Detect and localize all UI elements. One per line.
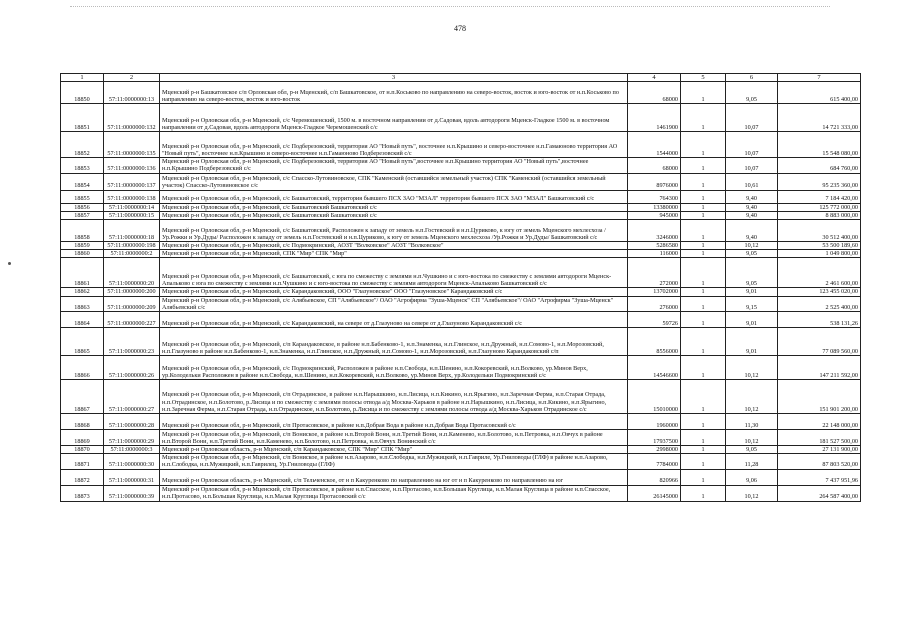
cadastral-number: 57:11:0000000:20 [104, 258, 160, 288]
quantity-value: 1 [681, 356, 726, 380]
row-number: 18863 [61, 296, 104, 311]
location-description: Мценский р-н Орловская обл, р-н Мценский, с/п Протасовское, в районе н.п.Спасское, н.п.Протасово, н.п.Большая Круглица, н.п.Малая Круглица в районе н.п.Спасское, н.п.Протасово, н.п.Большая Круглица, н.п.Малая Круглица Протасовский с/с [160, 485, 628, 501]
rate-value: 9,05 [726, 258, 778, 288]
row-number: 18852 [61, 132, 104, 158]
cadastral-value: 27 131 900,00 [778, 446, 861, 454]
area-value: 116000 [628, 250, 681, 258]
table-row [61, 190, 861, 203]
rate-value: 10,12 [726, 356, 778, 380]
quantity-value: 1 [681, 211, 726, 219]
quantity-value: 1 [681, 220, 726, 242]
cadastral-number: 57:11:0000000:31 [104, 469, 160, 485]
row-number: 18856 [61, 203, 104, 211]
row-number: 18872 [61, 469, 104, 485]
rate-value: 9,40 [726, 190, 778, 203]
quantity-value: 1 [681, 446, 726, 454]
table-row [61, 203, 861, 211]
rate-value: 11,28 [726, 454, 778, 469]
quantity-value: 1 [681, 454, 726, 469]
location-description: Мценский р-н Орловская обл, р-н Мценский, с/п Отрадинское, в районе н.п.Нарышкино, н.п.Лисица, н.п.Кикино, н.п.Ярыгино, н.п.Заречная Ферма, н.п.Старая Отрада, н.п.Отрадинское, н.п.Болотово, р.Лисица и по смежеству с землями полосы отвода а/д Москва-Харьков в районе н.п.Нарышкино, н.п.Лисица, н.п.Кикино, н.п.Ярыгино, н.п.Заречная Ферма, н.п.Старая Отрада, н.п.Отрадинское, н.п.Болотово, р.Лисица и по смежеству с землями полосы отвода а/д Москва-Харьков Отрадинское с/с [160, 380, 628, 414]
table-row [61, 446, 861, 454]
area-value: 820966 [628, 469, 681, 485]
location-description: Мценский р-н Орловская обл, р-н Мценский, с/п Вониское, в районе н.п.Второй Вони, н.п.Третий Вони, н.п.Каменево, н.п.Болотово, н.п.Петровка, н.п.Овчух в районе н.п.Второй Вони, н.п.Третий Вони, н.п.Каменево, н.п.Болотово, н.п.Петровка, н.п.Овчух Вонинский с/с [160, 430, 628, 446]
cadastral-number: 57:11:0000000:200 [104, 288, 160, 296]
table-row [61, 414, 861, 430]
rate-value: 9,40 [726, 220, 778, 242]
rate-value: 9,01 [726, 312, 778, 328]
location-description: Мценский р-н Орловская обл, р-н Мценский, с/с Подберезовский, территория АО "Новый путь",восточнее н.п.Крышино территория АО "Новый путь",восточнее н.п.Крышино Подберезовский с/с [160, 158, 628, 173]
cadastral-number: 57:11:0000000:28 [104, 414, 160, 430]
rate-value: 9,05 [726, 250, 778, 258]
row-number: 18869 [61, 430, 104, 446]
location-description: Мценский р-н Орловская область, р-н Мценский, с/п Тельченское, от н п Какуренково по направлению на юг от н п Какуренково по направлению на юг [160, 469, 628, 485]
location-description: Мценский р-н Орловская обл, р-н Мценский, с/п Карандаковское, в районе н.п.Бабенково-1, н.п.Знаменка, н.п.Глинское, н.п.Дружный, н.п.Сомово-1, н.п.Морозовский, н.п.Глазуново в районе н.п.Бабенково-1, н.п.Знаменка, н.п.Глинское, н.п.Дружный, н.п.Сомово-1, н.п.Морозовский, н.п.Глазуново Карандаковский с/п [160, 328, 628, 356]
quantity-value: 1 [681, 296, 726, 311]
row-number: 18866 [61, 356, 104, 380]
location-description: Мценский р-н Орловская обл, р-н Мценский, с/с Черемошенский, 1500 м. в восточном направлении от д.Садовая, вдоль автодороги Мценск-Гладкое 1500 м. в восточном направлении от д.Садовая, вдоль автодороги Мценск-Гладкое Черемошенский с/с [160, 104, 628, 132]
row-number: 18859 [61, 242, 104, 250]
rate-value: 9,15 [726, 296, 778, 311]
rate-value: 9,40 [726, 211, 778, 219]
quantity-value: 1 [681, 190, 726, 203]
cadastral-value: 2 461 600,00 [778, 258, 861, 288]
quantity-value: 1 [681, 288, 726, 296]
cadastral-value: 1 049 800,00 [778, 250, 861, 258]
quantity-value: 1 [681, 328, 726, 356]
table-row [61, 288, 861, 296]
area-value: 2998000 [628, 446, 681, 454]
cadastral-value: 95 235 360,00 [778, 173, 861, 190]
cadastral-number: 57:11:0000000:30 [104, 454, 160, 469]
scan-artifact-dot [8, 262, 11, 265]
cadastral-value: 53 500 189,60 [778, 242, 861, 250]
table-row [61, 356, 861, 380]
table-row [61, 104, 861, 132]
quantity-value: 1 [681, 469, 726, 485]
table-row [61, 82, 861, 104]
table-row [61, 296, 861, 311]
row-number: 18850 [61, 82, 104, 104]
quantity-value: 1 [681, 258, 726, 288]
cadastral-value: 684 760,00 [778, 158, 861, 173]
table-row [61, 258, 861, 288]
quantity-value: 1 [681, 173, 726, 190]
scan-artifact-line [70, 6, 830, 9]
area-value: 8976000 [628, 173, 681, 190]
page-number: 478 [454, 24, 466, 33]
table-row [61, 173, 861, 190]
row-number: 18853 [61, 158, 104, 173]
rate-value: 10,12 [726, 430, 778, 446]
quantity-value: 1 [681, 250, 726, 258]
quantity-value: 1 [681, 82, 726, 104]
cadastral-value: 615 400,00 [778, 82, 861, 104]
cadastral-number: 57:11:0000000:15 [104, 211, 160, 219]
area-value: 7784000 [628, 454, 681, 469]
location-description: Мценский р-н Орловская обл, р-н Мценский, с/п Протасовское, в районе н.п.Добрая Вода в районе н.п.Добрая Вода Протасовский с/с [160, 414, 628, 430]
table-row [61, 328, 861, 356]
rate-value: 11,30 [726, 414, 778, 430]
quantity-value: 1 [681, 485, 726, 501]
area-value: 17937500 [628, 430, 681, 446]
cadastral-number: 57:11:0000000:18 [104, 220, 160, 242]
location-description: Мценский р-н Орловская обл, р-н Мценский, СПК "Мир" СПК "Мир" [160, 250, 628, 258]
area-value: 1544000 [628, 132, 681, 158]
cadastral-value: 123 455 020,00 [778, 288, 861, 296]
header-cell: 5 [681, 74, 726, 82]
cadastral-value: 22 148 000,00 [778, 414, 861, 430]
cadastral-value: 7 437 951,96 [778, 469, 861, 485]
cadastral-value: 7 184 420,00 [778, 190, 861, 203]
location-description: Мценский р-н Орловская обл, р-н Мценский, с/с Подмокринский, Расположен в районе н.п.Свобода, н.п.Шенино, н.п.Кокоревский, н.п.Волково, ур.Минов Верх, ур.Колодельки Расположен в районе н.п.Свобода, н.п.Шенино, н.п.Кокоревский, н.п.Волково, ур.Минов Верх, ур.Колодельки Подмокринский с/с [160, 356, 628, 380]
location-description: Мценский р-н Орловская обл, р-н Мценский, с/с Спасско-Лутовиновское, СПК "Каменский (оставшийся земельный участок) СПК "Каменский (оставшийся земельный участок) Спасско-Лутовиновское с/с [160, 173, 628, 190]
cadastral-number: 57:11:0000000:23 [104, 328, 160, 356]
cadastral-value: 15 548 080,00 [778, 132, 861, 158]
cadastral-value: 538 131,26 [778, 312, 861, 328]
area-value: 764300 [628, 190, 681, 203]
cadastral-value: 264 587 400,00 [778, 485, 861, 501]
rate-value: 10,07 [726, 104, 778, 132]
cadastral-number: 57:11:0000000:27 [104, 380, 160, 414]
rate-value: 9,40 [726, 203, 778, 211]
header-cell: 3 [160, 74, 628, 82]
rate-value: 9,01 [726, 288, 778, 296]
row-number: 18867 [61, 380, 104, 414]
area-value: 14546600 [628, 356, 681, 380]
area-value: 68000 [628, 82, 681, 104]
cadastral-value: 2 525 400,00 [778, 296, 861, 311]
table-row [61, 250, 861, 258]
quantity-value: 1 [681, 203, 726, 211]
table-row [61, 380, 861, 414]
cadastral-number: 57:11:0000000:209 [104, 296, 160, 311]
quantity-value: 1 [681, 132, 726, 158]
cadastral-value: 14 721 333,00 [778, 104, 861, 132]
quantity-value: 1 [681, 158, 726, 173]
quantity-value: 1 [681, 430, 726, 446]
row-number: 18861 [61, 258, 104, 288]
area-value: 26145000 [628, 485, 681, 501]
table-row [61, 242, 861, 250]
table-row [61, 312, 861, 328]
cadastral-value: 147 211 592,00 [778, 356, 861, 380]
area-value: 276000 [628, 296, 681, 311]
header-cell: 1 [61, 74, 104, 82]
location-description: Мценский р-н Орловская обл, р-н Мценский, с/п Вониское, в районе н.п.Азарово, н.п.Слободка, н.п.Мужицкий, н.п.Гавриле, Ур.Гниловоды (ГЛФ) в районе н.п.Азарово, н.п.Слободка, н.п.Мужицкий, н.п.Гаврилец, Ур.Гниловоды (ГЛФ) [160, 454, 628, 469]
cadastral-value: 181 527 500,00 [778, 430, 861, 446]
location-description: Мценский р-н Орловская обл, р-н Мценский, с/с Башкатовский Башкатовский с/с [160, 211, 628, 219]
location-description: Мценский р-н Орловская обл, р-н Мценский, с/с Карандаковский, на севере от д.Глазуново на севере от д.Глазуново Карандаковский с/с [160, 312, 628, 328]
location-description: Мценский р-н Орловская обл, р-н Мценский, с/с Подберезовский, территория АО "Новый путь", восточнее н.п.Крышино и северо-восточнее н.п.Гамаюново территория АО "Новый путь", восточнее н.п.Крышино и северо-восточнее н.п.Гамаюново Подберезовский с/с [160, 132, 628, 158]
quantity-value: 1 [681, 312, 726, 328]
area-value: 3246000 [628, 220, 681, 242]
row-number: 18865 [61, 328, 104, 356]
cadastral-number: 57:11:0000000:227 [104, 312, 160, 328]
cadastral-value: 125 772 000,00 [778, 203, 861, 211]
area-value: 59726 [628, 312, 681, 328]
cadastral-number: 57:11:0000000:137 [104, 173, 160, 190]
header-cell: 6 [726, 74, 778, 82]
cadastral-value: 151 901 200,00 [778, 380, 861, 414]
cadastral-number: 57:11:0000000:13 [104, 82, 160, 104]
row-number: 18871 [61, 454, 104, 469]
cadastral-number: 57:11:0000000:3 [104, 446, 160, 454]
table-row [61, 220, 861, 242]
rate-value: 10,12 [726, 242, 778, 250]
header-cell: 7 [778, 74, 861, 82]
rate-value: 10,12 [726, 485, 778, 501]
cadastral-number: 57:11:0000000:26 [104, 356, 160, 380]
location-description: Мценский р-н Орловская область, р-н Мценский, с/п Карандаковское, СПК "Мир" СПК "Мир" [160, 446, 628, 454]
rate-value: 9,01 [726, 328, 778, 356]
row-number: 18862 [61, 288, 104, 296]
rate-value: 10,07 [726, 158, 778, 173]
area-value: 1461900 [628, 104, 681, 132]
area-value: 8556000 [628, 328, 681, 356]
location-description: Мценский р-н Орловская обл, р-н Мценский, с/с Башкатовский, территория бывшего ПСХ ЗАО "МЗАЛ" территория бывшего ПСХ ЗАО "МЗАЛ" Башкатовский с/с [160, 190, 628, 203]
area-value: 68000 [628, 158, 681, 173]
row-number: 18855 [61, 190, 104, 203]
rate-value: 9,05 [726, 82, 778, 104]
quantity-value: 1 [681, 380, 726, 414]
table-row [61, 454, 861, 469]
row-number: 18873 [61, 485, 104, 501]
cadastral-number: 57:11:0000000:138 [104, 190, 160, 203]
area-value: 13380000 [628, 203, 681, 211]
location-description: Мценский р-н Башкатовское с/п Орловская обл, р-н Мценский, с/п Башкатовское, от н.п.Коськово по направлению на северо-восток, восток и юго-восток от н.п.Коськово по направлению на северо-восток, восток и юго-восток [160, 82, 628, 104]
row-number: 18857 [61, 211, 104, 219]
land-register-table [60, 73, 861, 502]
cadastral-value: 77 089 560,00 [778, 328, 861, 356]
table-row [61, 158, 861, 173]
row-number: 18854 [61, 173, 104, 190]
row-number: 18868 [61, 414, 104, 430]
cadastral-number: 57:11:0000000:136 [104, 158, 160, 173]
rate-value: 9,05 [726, 446, 778, 454]
cadastral-number: 57:11:0000000:29 [104, 430, 160, 446]
cadastral-number: 57:11:0000000:135 [104, 132, 160, 158]
area-value: 945000 [628, 211, 681, 219]
rate-value: 10,61 [726, 173, 778, 190]
cadastral-value: 8 883 000,00 [778, 211, 861, 219]
header-row [61, 74, 861, 82]
row-number: 18860 [61, 250, 104, 258]
cadastral-number: 57:11:0000000:132 [104, 104, 160, 132]
cadastral-number: 57:11:0000000:198 [104, 242, 160, 250]
location-description: Мценский р-н Орловская обл, р-н Мценский, с/с Карандаковский, ООО "Глазуновское" ООО "Глазуновское" Карандаковский с/с [160, 288, 628, 296]
header-cell: 4 [628, 74, 681, 82]
table-row [61, 469, 861, 485]
row-number: 18870 [61, 446, 104, 454]
area-value: 13702000 [628, 288, 681, 296]
table-row [61, 211, 861, 219]
location-description: Мценский р-н Орловская обл, р-н Мценский, с/с Башкатовский, Расположен к западу от земель н.п.Гостевский и н.п.Цуриково, к югу от земель Мценского мехлесхоза /Ур.Рожки и Ур.Дуды/ Расположен к западу от земель н.п.Гостевский и н.п.Цуриково, к югу от земель Мценского мехлесхоза /Ур.Рожки и Ур.Дуды/ Башкатовский с/с [160, 220, 628, 242]
table-row [61, 132, 861, 158]
location-description: Мценский р-н Орловская обл, р-н Мценский, с/с Алябьевское, СП "Алябьевское"/ ОАО "Агрофирма "Зуша-Мценск" СП "Алябьевское"/ ОАО "Агрофирма "Зуша-Мценск" Алябьевский с/с [160, 296, 628, 311]
cadastral-number: 57:11:0000000:14 [104, 203, 160, 211]
area-value: 1960000 [628, 414, 681, 430]
header-cell: 2 [104, 74, 160, 82]
cadastral-value: 87 803 520,00 [778, 454, 861, 469]
quantity-value: 1 [681, 242, 726, 250]
cadastral-number: 57:11:0000000:39 [104, 485, 160, 501]
row-number: 18864 [61, 312, 104, 328]
location-description: Мценский р-н Орловская обл, р-н Мценский, с/с Башкатовский Башкатовский с/с [160, 203, 628, 211]
row-number: 18851 [61, 104, 104, 132]
table-row [61, 430, 861, 446]
rate-value: 10,12 [726, 380, 778, 414]
area-value: 5286580 [628, 242, 681, 250]
row-number: 18858 [61, 220, 104, 242]
quantity-value: 1 [681, 414, 726, 430]
quantity-value: 1 [681, 104, 726, 132]
cadastral-value: 30 512 400,00 [778, 220, 861, 242]
cadastral-number: 57:11:0000000:2 [104, 250, 160, 258]
area-value: 272000 [628, 258, 681, 288]
rate-value: 10,07 [726, 132, 778, 158]
rate-value: 9,06 [726, 469, 778, 485]
area-value: 15010000 [628, 380, 681, 414]
location-description: Мценский р-н Орловская обл, р-н Мценский, с/с Башкатовский, с юга по смежеству с землями н.п.Чушкино и с юго-востока по смежеству с землями автодороги Мценск-Апальково с юга по смежеству с землями н.п.Чушкино и с юго-востока по смежеству с землями автодороги Мценск-Апальково Башкатовский с/с [160, 258, 628, 288]
table-row [61, 485, 861, 501]
location-description: Мценский р-н Орловская обл, р-н Мценский, с/с Подмокринский, АОЗТ "Волковское" АОЗТ "Волковское" [160, 242, 628, 250]
